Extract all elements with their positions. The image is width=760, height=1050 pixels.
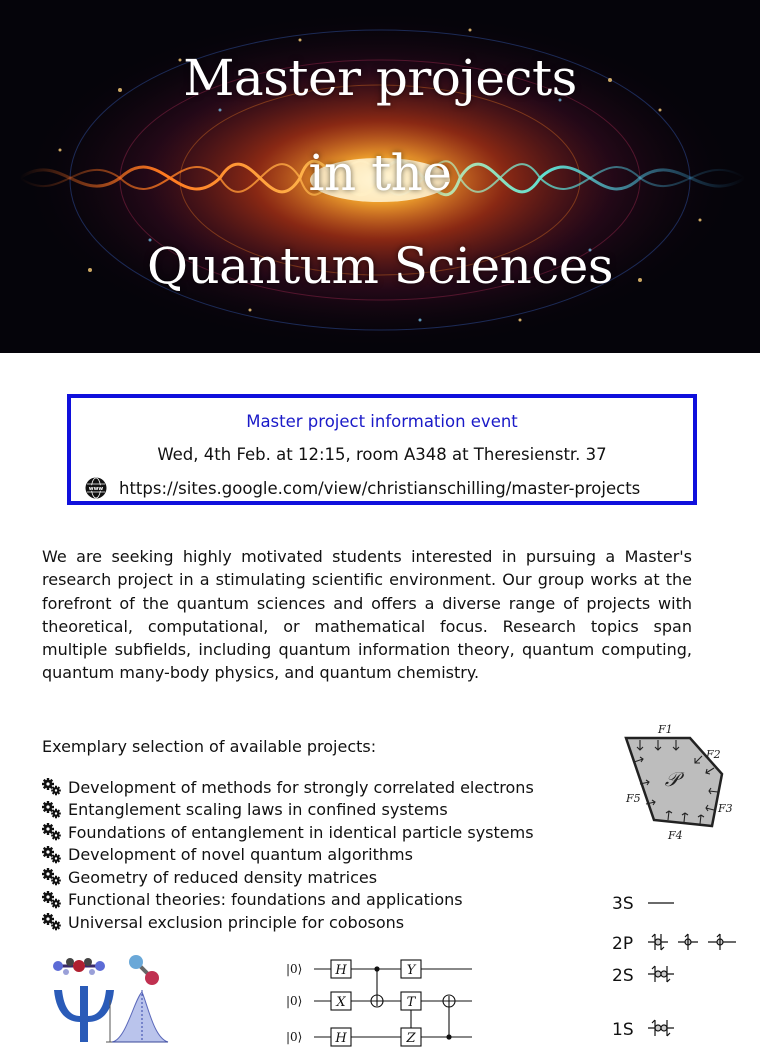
project-title: Geometry of reduced density matrices: [68, 867, 378, 887]
event-title: Master project information event: [246, 412, 518, 431]
polytope-diagram: [618, 722, 740, 848]
svg-text:www: www: [88, 485, 104, 492]
list-item: [42, 889, 534, 912]
projects-heading: Exemplary selection of available projects:: [42, 737, 377, 756]
hero-title-line-1: Master projects: [183, 49, 577, 107]
list-item: [42, 911, 534, 934]
level-label: 1S: [612, 1020, 634, 1040]
circuit-input: |0⟩: [286, 994, 303, 1008]
facet-label: F1: [658, 723, 673, 736]
project-title: Functional theories: foundations and applications: [68, 890, 463, 910]
hero-title-line-2: in the: [308, 144, 452, 202]
level-label: 2P: [612, 934, 634, 954]
list-item: [42, 821, 534, 844]
facet-label: F2: [706, 748, 721, 761]
list-item: [42, 844, 534, 867]
project-title: Universal exclusion principle for cobosons: [68, 912, 405, 932]
event-link-row: [85, 477, 685, 499]
facet-label: F3: [718, 802, 733, 815]
project-title: Development of methods for strongly correlated electrons: [68, 777, 534, 797]
gate-label: T: [406, 995, 416, 1010]
gears-icon: [42, 778, 62, 796]
project-list: [42, 776, 534, 934]
level-label: 2S: [612, 966, 634, 986]
molecule-icon: [53, 958, 105, 975]
psi-icon: [54, 986, 114, 1042]
dimer-icon: [129, 955, 159, 985]
psi-group-logo: [46, 950, 170, 1046]
gate-label: Z: [406, 1031, 416, 1046]
gate-label: H: [335, 963, 347, 978]
distribution-icon: [106, 990, 168, 1042]
gate-label: Y: [406, 963, 416, 978]
circuit-input: |0⟩: [286, 1030, 303, 1044]
level-label: 3S: [612, 894, 634, 914]
project-title: Foundations of entanglement in identical particle systems: [68, 822, 534, 842]
project-title: Entanglement scaling laws in confined systems: [68, 800, 448, 820]
event-date-location: Wed, 4th Feb. at 12:15, room A348 at Theresienstr. 37: [157, 445, 607, 464]
facet-label: F5: [626, 792, 641, 805]
orbital-filling-diagram: [606, 880, 756, 1046]
event-url-link[interactable]: https://sites.google.com/view/christianschilling/master-projects: [119, 478, 641, 498]
polytope-label: 𝒫: [664, 767, 680, 791]
gears-icon: [42, 891, 62, 909]
orbital-2s: [648, 966, 674, 982]
gears-icon: [42, 846, 62, 864]
circuit-input: |0⟩: [286, 962, 303, 976]
hero-banner: [0, 0, 760, 353]
list-item: [42, 799, 534, 822]
list-item: [42, 866, 534, 889]
intro-paragraph: We are seeking highly motivated students interested in pursuing a Master's research project in a stimulating scientific environment. Our group works at the forefront of the quantum sciences and offers a diverse range of projects with theoretical, computational, or mathematical focus. Research topics span multiple subfields, including quantum information theory, quantum computing, quantum many-body physics, and quantum chemistry.: [42, 547, 692, 683]
gears-icon: [42, 913, 62, 931]
event-info-box: [67, 394, 697, 505]
orbital-1s: [648, 1020, 674, 1036]
gears-icon: [42, 801, 62, 819]
www-globe-icon: [85, 477, 107, 499]
list-item: [42, 776, 534, 799]
hero-title-line-3: Quantum Sciences: [146, 237, 614, 295]
orbital-2p: [648, 934, 736, 950]
facet-label: F4: [668, 829, 683, 842]
gears-icon: [42, 868, 62, 886]
project-title: Development of novel quantum algorithms: [68, 845, 413, 865]
gate-label: X: [336, 995, 346, 1010]
gate-label: H: [335, 1031, 347, 1046]
gears-icon: [42, 823, 62, 841]
quantum-circuit-diagram: [284, 950, 476, 1050]
